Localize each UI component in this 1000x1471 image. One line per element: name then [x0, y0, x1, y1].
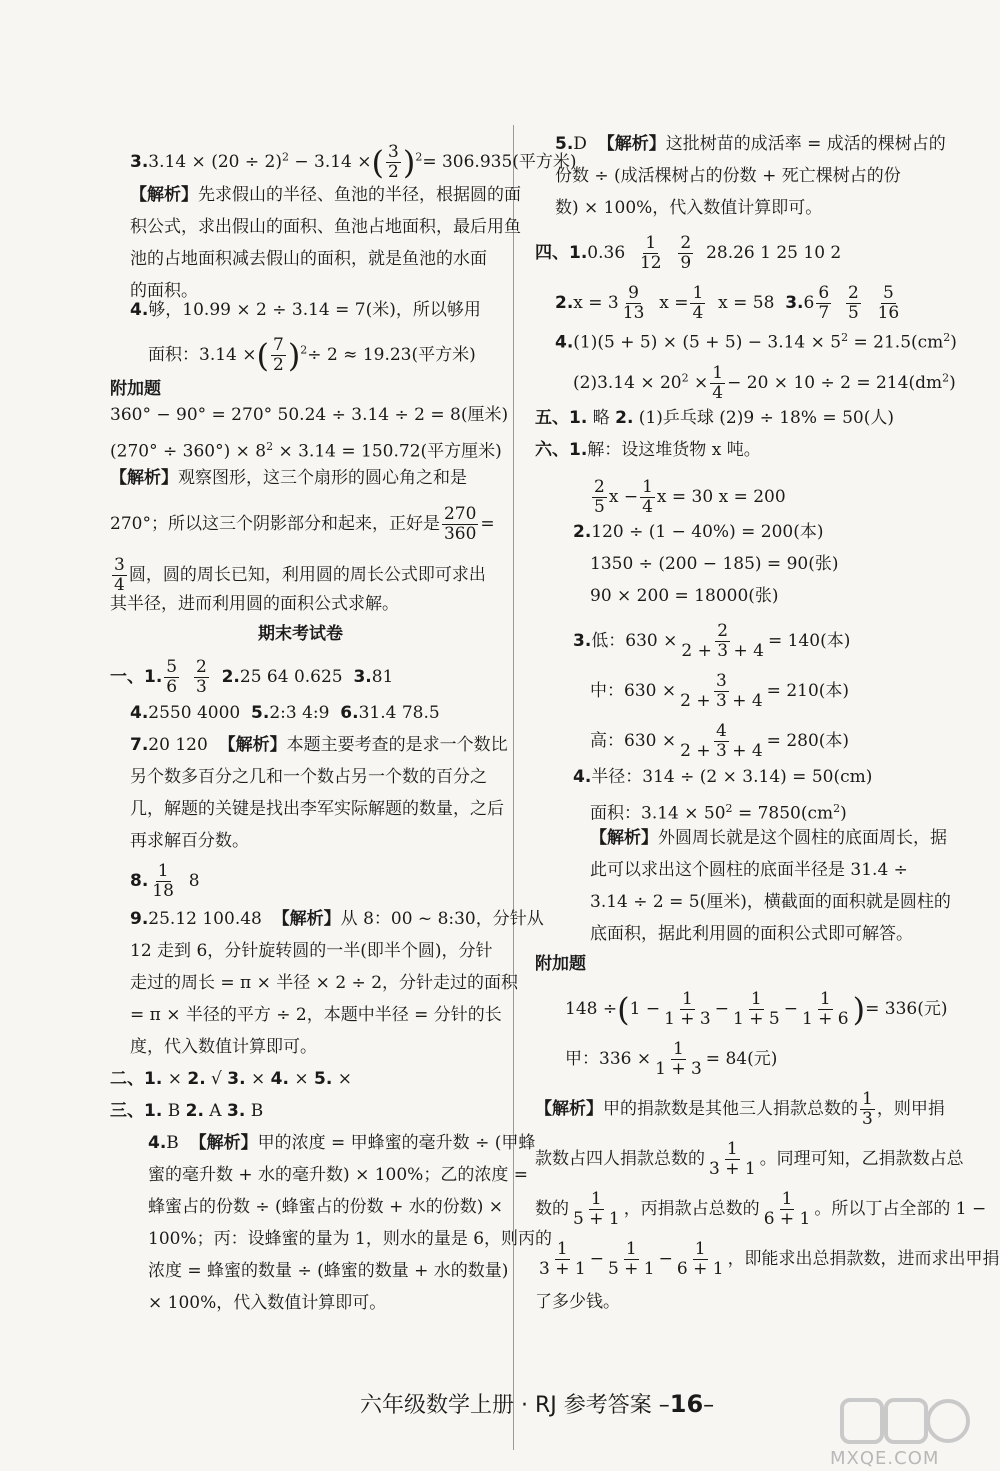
explanation-line: 了多少钱。 [535, 1292, 620, 1312]
column-divider [513, 125, 514, 1450]
section-heading-bonus: 附加题 [110, 379, 161, 399]
answer-row: 8. $\frac{1}{18}$ 8 [130, 861, 200, 901]
page-section-title: 期末考试卷 [258, 624, 343, 644]
equation: $\frac{2}{5}$ x − $\frac{1}{4}$ x = 30 x = 200 [594, 477, 786, 517]
fraction: $\frac{7}{2}$ [272, 335, 284, 375]
watermark-url: MXQE.COM [830, 1448, 940, 1469]
answer-4-area: 面积：3.14 ×( $\frac{7}{2}$ )$^2$÷ 2 ≈ 19.23(平方米) [148, 335, 476, 375]
explanation-line: 其半径，进而利用圆的面积公式求解。 [110, 594, 399, 614]
explanation-line: 款数占四人捐款总数的 $\frac{1}{3 + 1}$ 。同理可知，乙捐款数占总 [535, 1139, 964, 1179]
answer-row: 六、1.解：设这堆货物 x 吨。 [535, 440, 761, 460]
explanation-line: 几，解题的关键是找出李军实际解题的数量，之后 [130, 799, 504, 819]
explanation-line: 此可以求出这个圆柱的底面半径是 31.4 ÷ [590, 860, 908, 880]
explanation-line: 的面积。 [130, 281, 198, 301]
explanation-line: $\frac{3}{4}$ 圆，圆的周长已知，利用圆的周长公式即可求出 [114, 555, 486, 595]
answer-5: 5.D 【解析】这批树苗的成活率 = 成活的棵树占的 [555, 134, 946, 154]
explanation-line: 270°；所以这三个阴影部分和起来，正好是 $\frac{270}{360}$ = [110, 504, 495, 544]
answer-row: 1350 ÷ (200 − 185) = 90(张) [590, 554, 839, 574]
answer-row: 90 × 200 = 18000(张) [590, 586, 779, 606]
answer-row: 中：630 × $\frac{3}{2 + 3 + 4}$ = 210(本) [590, 671, 850, 711]
fraction: $\frac{3}{2}$ [388, 142, 399, 182]
answer-row: $4.(1)(5 + 5) \times (5 + 5) - 3.14 \times 5^2 = 21.5(cm^2)$ [555, 331, 957, 353]
answer-row: 3.低：630 × $\frac{2}{2 + 3 + 4}$ = 140(本) [573, 621, 851, 661]
bonus-line: 360° − 90° = 270° 50.24 ÷ 3.14 ÷ 2 = 8(厘米) [110, 405, 509, 425]
answer-row: 4.半径：314 ÷ (2 × 3.14) = 50(cm) [573, 767, 873, 787]
explanation-line: $\frac{1}{3 + 1}$ − $\frac{1}{5 + 1}$ − $\frac{1}{6 + 1}$ ，即能求出总捐款数，进而求出甲捐 [539, 1239, 1000, 1279]
explanation-line: 走过的周长 = π × 半径 × 2 ÷ 2，分针走过的面积 [130, 973, 519, 993]
explanation-line: 【解析】观察图形，这三个扇形的圆心角之和是 [110, 468, 467, 488]
explanation-line: 另个数多百分之几和一个数占另一个数的百分之 [130, 767, 487, 787]
explanation-line: 12 走到 6，分针旋转圆的一半(即半个圆)，分针 [130, 941, 493, 961]
watermark-logo [840, 1395, 970, 1450]
answer-row: 2.x = 3 $\frac{9}{13}$ x = $\frac{1}{4}$ x = 58 3.6 $\frac{6}{7}$ $\frac{2}{5}$ $\frac{5}{16}$ [555, 283, 900, 323]
explanation-line: 底面积，据此利用圆的面积公式即可解答。 [590, 924, 913, 944]
page-number: 16 [669, 1390, 704, 1418]
explanation-line: 浓度 = 蜂蜜的数量 ÷ (蜂蜜的数量 + 水的数量) [148, 1261, 509, 1281]
explanation-line: = π × 半径的平方 ÷ 2，本题中半径 = 分针的长 [130, 1005, 502, 1025]
page-footer: 六年级数学上册 · RJ 参考答案 –16– [360, 1390, 715, 1418]
explanation-line: 蜜的毫升数 + 水的毫升数) × 100%；乙的浓度 = [148, 1165, 528, 1185]
explanation-line: 数的 $\frac{1}{5 + 1}$ ，丙捐款占总数的 $\frac{1}{6 + 1}$ 。所以丁占全部的 1 − [535, 1189, 987, 1229]
bonus-line: 甲：336 × $\frac{1}{1 + 3}$ = 84(元) [565, 1039, 778, 1079]
answer-row: $(2)3.14 \times 20^2$ × $\frac{1}{4}$ − $20 \times 10 \div 2 = 214(dm^2)$ [573, 363, 956, 403]
answer-3: $3.3.14 \times (20 \div 2)^2 - 3.14$ ×( $\frac{3}{2}$ )$^2$= 306.935(平方米) [130, 142, 577, 182]
explanation-line: 蜂蜜占的份数 ÷ (蜂蜜占的份数 + 水的份数) × [148, 1197, 504, 1217]
explanation-line: 度，代入数值计算即可。 [130, 1037, 317, 1057]
answer-row: 4.2550 4000 5.2:3 4:9 6.31.4 78.5 [130, 703, 440, 723]
explanation-line: 再求解百分数。 [130, 831, 249, 851]
explanation-line: 【解析】外圆周长就是这个圆柱的底面周长，据 [590, 828, 947, 848]
bonus-line: $(270^\circ \div 360^\circ) \times 8^2 \times 3.14 = 150.72$(平方厘米) [110, 440, 502, 462]
answer-row: 2.120 ÷ (1 − 40%) = 200(本) [573, 522, 824, 542]
explanation-line: 数) × 100%，代入数值计算即可。 [555, 198, 823, 218]
answer-row: 9.25.12 100.48 【解析】从 8：00 ~ 8:30，分针从 [130, 909, 544, 929]
explanation-line: 【解析】甲的捐款数是其他三人捐款总数的 $\frac{1}{3}$ ，则甲捐 [535, 1089, 945, 1129]
explanation-line: 积公式，求出假山的面积、鱼池占地面积，最后用鱼 [130, 217, 521, 237]
explanation-line: 100%；丙：设蜂蜜的量为 1，则水的量是 6，则丙的 [148, 1229, 553, 1249]
answer-row: 7.20 120 【解析】本题主要考查的是求一个数比 [130, 735, 508, 755]
explanation-line: 3.14 ÷ 2 = 5(厘米)，横截面的面积就是圆柱的 [590, 892, 951, 912]
explanation-line: 份数 ÷ (成活棵树占的份数 + 死亡棵树占的份 [555, 166, 901, 186]
answer-row: 4.B 【解析】甲的浓度 = 甲蜂蜜的毫升数 ÷ (甲蜂 [148, 1133, 536, 1153]
answer-row: 一、1. $\frac{5}{6}$ $\frac{2}{3}$ 2.25 64 0.625 3.81 [110, 657, 394, 697]
answer-row: 三、1. B 2. A 3. B [110, 1101, 264, 1121]
answer-4: 4.够，10.99 × 2 ÷ 3.14 = 7(米)，所以够用 [130, 300, 481, 320]
explanation-line: 池的占地面积减去假山的面积，就是鱼池的水面 [130, 249, 487, 269]
answer-row: 二、1. × 2. √ 3. × 4. × 5. × [110, 1069, 352, 1089]
answer-row: 四、1.0.36 $\frac{1}{12}$ $\frac{2}{9}$ 28.26 1 25 10 2 [535, 233, 842, 273]
bonus-line: 148 ÷(1 − $\frac{1}{1 + 3}$ − $\frac{1}{1 + 5}$ − $\frac{1}{1 + 6}$ )= 336(元) [565, 989, 948, 1029]
explanation-line: × 100%，代入数值计算即可。 [148, 1293, 387, 1313]
answer-row: 面积：$3.14 \times 50^2 = 7850(cm^2)$ [590, 802, 847, 824]
explanation-line: 【解析】先求假山的半径、鱼池的半径，根据圆的面 [130, 185, 521, 205]
answer-row: 高：630 × $\frac{4}{2 + 3 + 4}$ = 280(本) [590, 721, 850, 761]
answer-row: 五、1. 略 2. (1)乒乓球 (2)9 ÷ 18% = 50(人) [535, 408, 894, 428]
section-heading-bonus: 附加题 [535, 954, 586, 974]
